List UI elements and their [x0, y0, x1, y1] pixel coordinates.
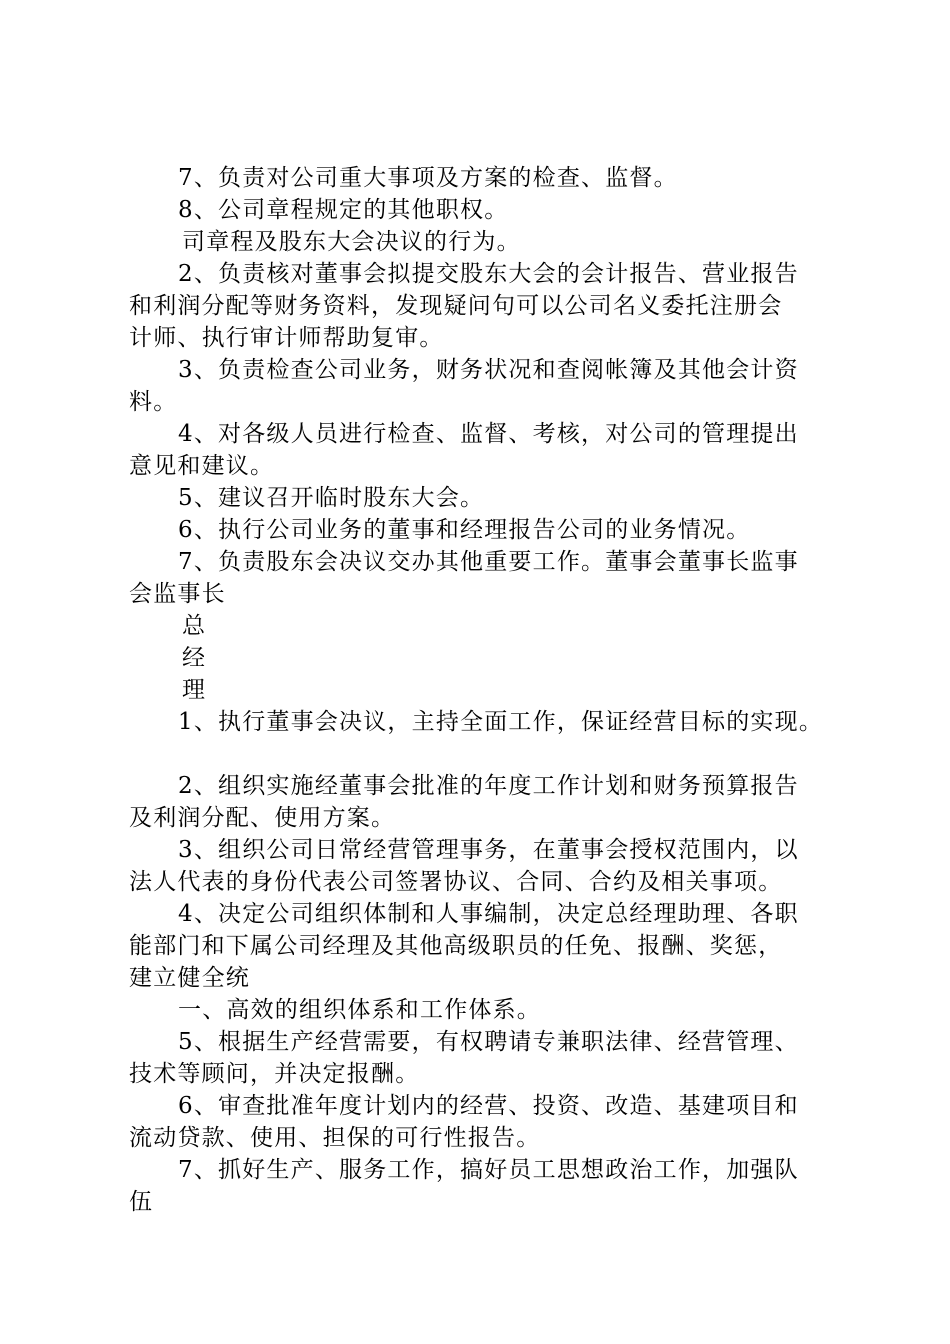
paragraph-line: 伍 — [129, 1189, 154, 1215]
paragraph-line: 2、负责核对董事会拟提交股东大会的会计报告、营业报告 — [178, 261, 799, 287]
paragraph-line: 意见和建议。 — [129, 453, 275, 479]
paragraph-line: 法人代表的身份代表公司签署协议、合同、合约及相关事项。 — [129, 869, 783, 895]
paragraph-line: 司章程及股东大会决议的行为。 — [182, 229, 521, 255]
paragraph-line: 7、负责对公司重大事项及方案的检查、监督。 — [178, 165, 678, 191]
paragraph-line: 3、组织公司日常经营管理事务，在董事会授权范围内，以 — [178, 837, 799, 863]
paragraph-line: 3、负责检查公司业务，财务状况和查阅帐簿及其他会计资 — [178, 357, 799, 383]
paragraph-line: 会监事长 — [129, 581, 226, 607]
paragraph-line: 和利润分配等财务资料，发现疑问句可以公司名义委托注册会 — [129, 293, 783, 319]
vertical-heading-char: 经 — [182, 645, 207, 671]
paragraph-line: 能部门和下属公司经理及其他高级职员的任免、报酬、奖惩， — [129, 933, 783, 959]
paragraph-line: 8、公司章程规定的其他职权。 — [178, 197, 509, 223]
paragraph-line: 1、执行董事会决议，主持全面工作，保证经营目标的实现。 — [178, 709, 824, 735]
paragraph-line: 5、建议召开临时股东大会。 — [178, 485, 485, 511]
paragraph-line: 流动贷款、使用、担保的可行性报告。 — [129, 1125, 541, 1151]
paragraph-line: 6、执行公司业务的董事和经理报告公司的业务情况。 — [178, 517, 751, 543]
paragraph-line: 一、高效的组织体系和工作体系。 — [178, 997, 541, 1023]
paragraph-line: 计师、执行审计师帮助复审。 — [129, 325, 444, 351]
paragraph-line: 料。 — [129, 389, 178, 415]
paragraph-line: 及利润分配、使用方案。 — [129, 805, 396, 831]
blank-line — [129, 738, 849, 770]
paragraph-line: 4、决定公司组织体制和人事编制，决定总经理助理、各职 — [178, 901, 799, 927]
paragraph-line: 5、根据生产经营需要，有权聘请专兼职法律、经营管理、 — [178, 1029, 799, 1055]
paragraph-line: 7、负责股东会决议交办其他重要工作。董事会董事长监事 — [178, 549, 799, 575]
paragraph-line: 建立健全统 — [129, 965, 250, 991]
paragraph-line: 技术等顾问，并决定报酬。 — [129, 1061, 420, 1087]
vertical-heading-char: 总 — [182, 613, 207, 639]
paragraph-line: 4、对各级人员进行检查、监督、考核，对公司的管理提出 — [178, 421, 799, 447]
vertical-heading-char: 理 — [182, 677, 207, 703]
paragraph-line: 7、抓好生产、服务工作，搞好员工思想政治工作，加强队 — [178, 1157, 799, 1183]
paragraph-line: 2、组织实施经董事会批准的年度工作计划和财务预算报告 — [178, 773, 799, 799]
document-body — [129, 162, 849, 1218]
paragraph-line: 6、审查批准年度计划内的经营、投资、改造、基建项目和 — [178, 1093, 799, 1119]
